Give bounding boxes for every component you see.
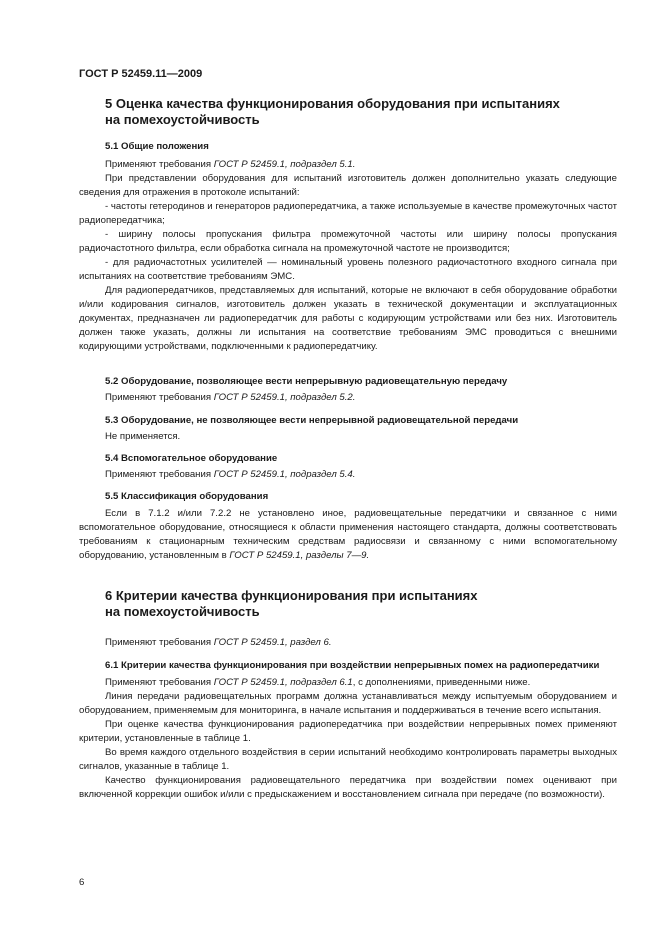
subsection-5-2 [79, 375, 617, 405]
subsection-5-5-title: 5.5 Классификация оборудования [105, 491, 269, 502]
paragraph: Для радиопередатчиков, представляемых для испытаний, которые не включают в себя оборудование обработки и/или кодирования сигналов, изготовитель должен указать в технической документации и эксплуатационных документах, предназначен ли радиопередатчик для работы с кодирующим устройствами или без них. Изготовитель должен также указать, должны ли испытания на соответствие требованиям ЭМС проводиться с внешними кодирующими устройствами, подключенными к радиопередатчику. [79, 285, 617, 352]
subsection-5-3 [79, 414, 617, 444]
list-item: - для радиочастотных усилителей — номинальный уровень полезного радиочастотного входного сигнала при испытаниях на соответствие требованиям ЭМС. [79, 257, 617, 282]
text: , с дополнениями, приведенными ниже. [352, 677, 531, 688]
section-6-title-line1: 6 Критерии качества функционирования при испытаниях [105, 588, 478, 603]
standard-reference: ГОСТ Р 52459.1, подраздел 5.1. [213, 159, 356, 170]
paragraph: Линия передачи радиовещательных программ должна устанавливаться между испытуемым оборудованием и оборудованием, применяемым для мониторинга, в начале испытания и поддерживаться в течение всего испытания. [79, 691, 617, 716]
paragraph [79, 391, 617, 405]
page-number: 6 [79, 877, 85, 888]
subsection-5-4-title: 5.4 Вспомогательное оборудование [105, 453, 278, 464]
subsection-5-5 [79, 490, 617, 563]
subsection-6-1 [79, 659, 617, 802]
subsection-5-4 [79, 452, 617, 482]
subsection-6-1-title: 6.1 Критерии качества функционирования при воздействии непрерывных помех на радиопередатчики [105, 660, 600, 671]
paragraph: При оценке качества функционирования радиопередатчика при воздействии непрерывных помех применяют критерии, установленные в таблице 1. [79, 719, 617, 744]
subsection-5-1 [79, 140, 617, 354]
section-6-heading [79, 588, 617, 620]
paragraph: Не применяется. [105, 431, 181, 442]
section-5-title-line1: 5 Оценка качества функционирования оборудования при испытаниях [105, 96, 560, 111]
standard-reference: ГОСТ Р 52459.1, подраздел 5.2. [213, 392, 356, 403]
text: Применяют требования [105, 637, 214, 648]
standard-reference: ГОСТ Р 52459.1, раздел 6. [213, 637, 332, 648]
subsection-5-3-title: 5.3 Оборудование, не позволяющее вести непрерывной радиовещательной передачи [105, 415, 519, 426]
section-6-title-line2: на помехоустойчивость [105, 604, 260, 619]
paragraph [79, 636, 617, 650]
subsection-5-1-title: 5.1 Общие положения [105, 141, 209, 152]
section-6-intro [79, 636, 617, 650]
standard-reference: ГОСТ Р 52459.1, подраздел 5.4. [213, 469, 356, 480]
text: Применяют требования [105, 392, 214, 403]
paragraph: Качество функционирования радиовещательного передатчика при воздействии помех оценивают при включенной коррекции ошибок и/или с предыскажением и восстановлением сигнала при передаче (по возможности). [79, 775, 617, 800]
paragraph [79, 468, 617, 482]
paragraph [79, 507, 617, 563]
standard-reference: ГОСТ Р 52459.1, разделы 7—9. [229, 550, 370, 561]
paragraph [79, 158, 617, 172]
paragraph [79, 676, 617, 690]
section-5-heading [79, 96, 617, 128]
subsection-5-2-title: 5.2 Оборудование, позволяющее вести непрерывную радиовещательную передачу [105, 376, 508, 387]
paragraph: При представлении оборудования для испытаний изготовитель должен дополнительно указать следующие сведения для отражения в протоколе испытаний: [79, 173, 617, 198]
standard-reference: ГОСТ Р 52459.1, подраздел 6.1 [213, 677, 353, 688]
section-5-title-line2: на помехоустойчивость [105, 112, 260, 127]
text: Применяют требования [105, 677, 214, 688]
list-item: - ширину полосы пропускания фильтра промежуточной частоты или ширину полосы пропускания радиочастотного фильтра, если обработка сигнала на промежуточной частоте не производится; [79, 229, 617, 254]
list-item: - частоты гетеродинов и генераторов радиопередатчика, а также используемые в качестве промежуточных частот радиопередатчика; [79, 201, 617, 226]
text: Применяют требования [105, 469, 214, 480]
document-header: ГОСТ Р 52459.11—2009 [79, 68, 203, 80]
text: Применяют требования [105, 159, 214, 170]
text: Если в 7.1.2 и/или 7.2.2 не установлено иное, радиовещательные передатчики и связанное с ними вспомогательное оборудование, относящиеся к области применения настоящего стандарта, должны соответствовать требованиям к стационарным техническим средствам радиосвязи и связанному с ними вспомогательному оборудованию, установленным в [79, 508, 617, 561]
paragraph: Во время каждого отдельного воздействия в серии испытаний необходимо контролировать параметры выходных сигналов, указанные в таблице 1. [79, 747, 617, 772]
